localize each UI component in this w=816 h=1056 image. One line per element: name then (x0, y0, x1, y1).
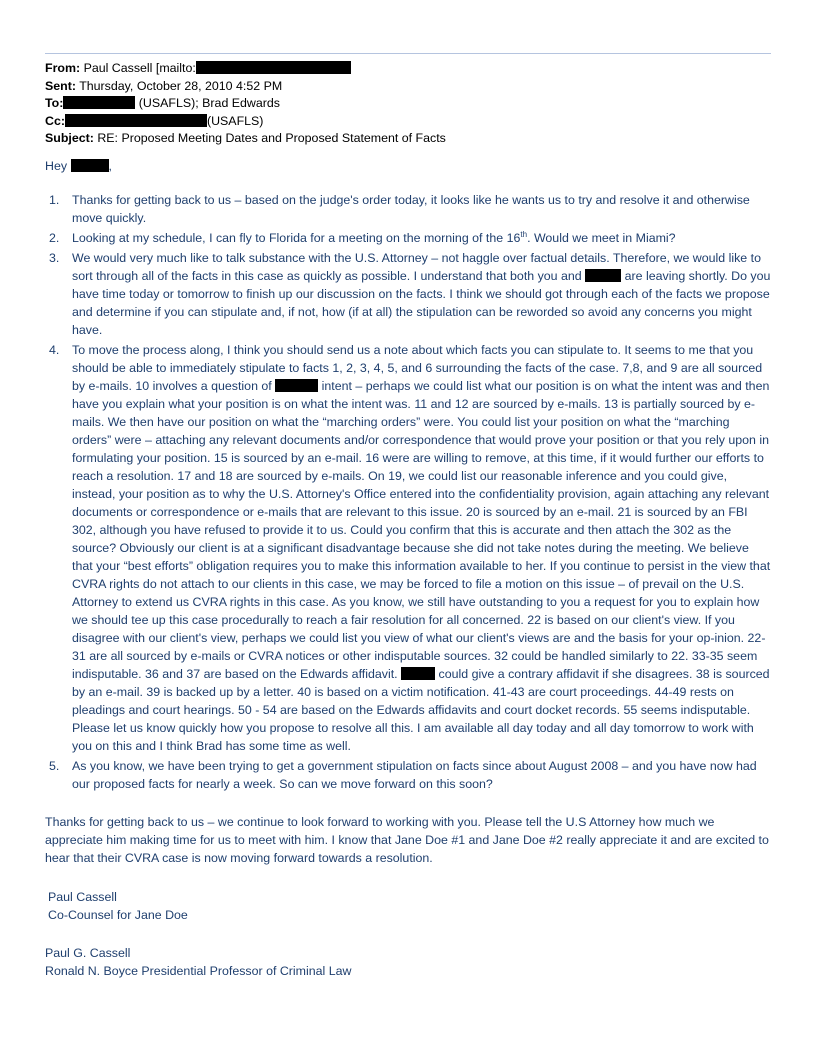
to-value-2: Brad Edwards (202, 96, 280, 110)
item-text: As you know, we have been trying to get a government stipulation on facts since about August 2008 – and you have now had our proposed facts for nearly a week. So can we move forward on this soon? (72, 759, 757, 791)
item-text: are leaving shortly. Do you have time today or tomorrow to finish up our discussion on the facts. I think we should got through each of the facts we propose and determine if you can stipulate and, if not, how (if at all) the stipulation can be reworded so avoid any concerns you might have. (72, 269, 771, 337)
redaction-box (585, 269, 621, 282)
sent-value: Thursday, October 28, 2010 4:52 PM (79, 78, 283, 93)
signature-name: Paul Cassell (48, 890, 117, 904)
sent-line (45, 78, 771, 96)
list-item (45, 191, 771, 227)
greeting-hey: Hey (45, 159, 68, 173)
numbered-points (45, 191, 771, 793)
subject-line (45, 130, 771, 148)
header-divider (45, 53, 771, 54)
item-text: intent – perhaps we could list what our position is on what the intent was and then have you explain what your position is on what the intent was. 11 and 12 are sourced by e-mails. 13 is partially sourced by e-mails. We then have our position on what the “marching orders” were. You could list your position on what the “marching orders” were – attaching any relevant documents and/or correspondence that would prove your position or that you rely upon in formulating your position. 15 is sourced by an e-mail. 16 were are willing to remove, at this time, if it would further our efforts to reach a resolution. 17 and 18 are sourced by e-mails. On 19, we could list our reasonable inference and you could give, instead, your position as to why the U.S. Attorney's Office entered into the confidentiality provision, again attaching any relevant documents or correspondence or e-mails that are relevant to this issue. 20 is sourced by an e-mail. 21 is sourced by an FBI 302, although you have refused to provide it to us. Could you confirm that this is accurate and then attach the 302 as the source? Obviously our client is at a significant disadvantage because she did not take notes during the meeting. We believe that your “best efforts” obligation requires you to make this information available to her. If you continue to persist in the view that CVRA rights do not attach to our clients in this case, we may be forced to file a motion on this issue – of prevail on the U.S. Attorney to extend us CVRA rights in this case. As you know, we still have outstanding to you a request for you to explain how we should tee up this case procedurally to reach a fair resolution for all concerned. 22 is based on our client's view. If you disagree with our client's view, perhaps we could list you view of what our client's views are and the basis for your op-inion. 22-31 are all sourced by e-mails or CVRA notices or other indisputable sources. 32 could be handled similarly to 22. 33-35 seem indisputable. 36 and 37 are based on the Edwards affidavit. (72, 379, 771, 681)
redaction-box (71, 159, 109, 172)
from-label: From: (45, 61, 81, 75)
item-text: . Would we meet in Miami? (527, 231, 676, 245)
closing-paragraph: Thanks for getting back to us – we continue to look forward to working with you. Please tell the U.S Attorney how much we appreciate him making time for us to meet with him. I know that Jane Doe #1 and Jane Doe #2 really appreciate it and are excited to hear that their CVRA case is now moving forward towards a resolution. (45, 815, 769, 865)
email-header (45, 60, 771, 148)
signature-block (45, 944, 771, 980)
list-item (45, 229, 771, 247)
greeting (45, 157, 771, 175)
item-text: could give a contrary affidavit if she disagrees. 38 is sourced by an e-mail. 39 is backed up by a letter. 40 is based on a victim notification. 41-43 are court proceedings. 44-49 rests on pleadings and court hearings. 50 - 54 are based on the Edwards affidavits and court docket records. 55 seems indisputable. Please let us know quickly how you propose to resolve all this. I am available all day today and all day tomorrow to work with you on this and I think Brad has some time as well. (72, 667, 770, 753)
subject-value: RE: Proposed Meeting Dates and Proposed Statement of Facts (97, 131, 446, 145)
item-number: 3. (49, 251, 60, 265)
sent-label: Sent: (45, 78, 76, 93)
to-line (45, 95, 771, 113)
item-number: 5. (49, 759, 60, 773)
from-value: Paul Cassell [mailto: (83, 61, 196, 75)
signature-title: Co-Counsel for Jane Doe (48, 908, 188, 922)
redaction-box (63, 96, 135, 109)
item-text: Thanks for getting back to us – based on the judge's order today, it looks like he wants us to try and resolve it and otherwise move quickly. (72, 193, 750, 225)
item-number: 1. (49, 193, 60, 207)
subject-label: Subject: (45, 131, 94, 145)
email-body (45, 157, 771, 980)
redaction-box (196, 61, 351, 74)
cc-label: Cc: (45, 113, 65, 128)
signature-title: Ronald N. Boyce Presidential Professor of Criminal Law (45, 964, 352, 978)
list-item (45, 341, 771, 755)
cc-line (45, 113, 771, 131)
greeting-comma: , (108, 159, 112, 173)
redaction-box (401, 667, 435, 680)
ordinal-suffix: th (520, 229, 528, 239)
list-item (45, 249, 771, 339)
cc-value: (USAFLS) (206, 113, 264, 128)
list-item (45, 757, 771, 793)
item-text: We would very much like to talk substance with the U.S. Attorney – not haggle over factual details. Therefore, we would like to sort through all of the facts in this case as quickly as possible. I understand that both you and (72, 251, 761, 283)
signature-block (48, 888, 771, 924)
item-text: Looking at my schedule, I can fly to Florida for a meeting on the morning of the 16 (72, 231, 521, 245)
redaction-box (275, 379, 318, 392)
item-text: To move the process along, I think you should send us a note about which facts you can stipulate to. It seems to me that you should be able to immediately stipulate to facts 1, 2, 3, 4, 5, and 6 surrounding the facts of the case. 7,8, and 9 are all sourced by e-mails. 10 involves a question of (72, 343, 763, 393)
item-number: 2. (49, 231, 60, 245)
from-line (45, 60, 771, 78)
to-label: To: (45, 96, 64, 110)
signature-name: Paul G. Cassell (45, 946, 131, 960)
to-value-1: (USAFLS); (138, 96, 199, 110)
item-number: 4. (49, 343, 60, 357)
redaction-box (65, 114, 207, 127)
